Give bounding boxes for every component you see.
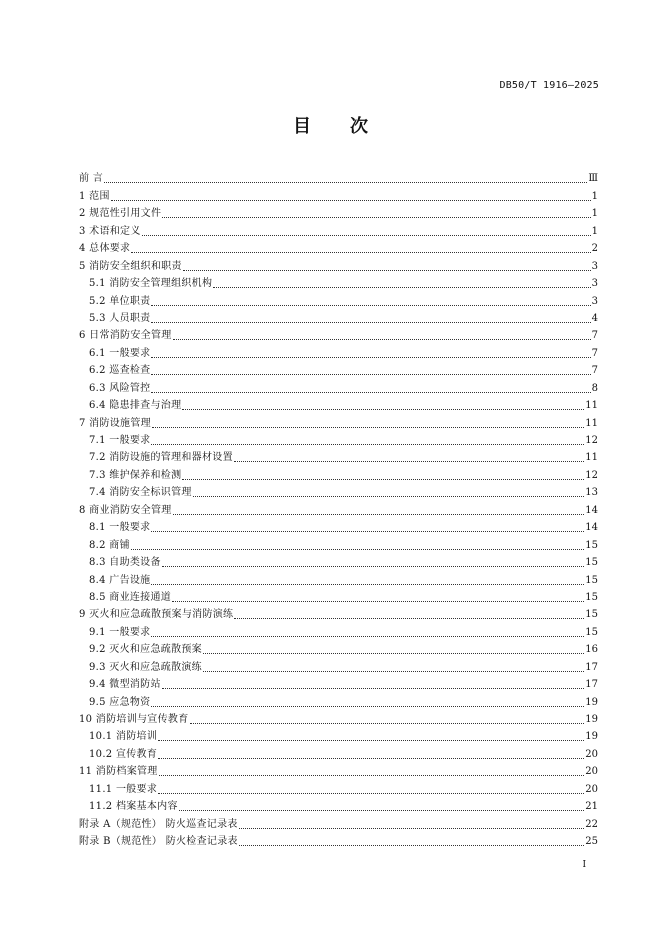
toc-entry-label: 10.1 消防培训 xyxy=(89,731,158,743)
toc-entry[interactable] xyxy=(79,691,598,708)
toc-entry-label: 6.3 风险管控 xyxy=(89,382,151,394)
toc-leader-dots xyxy=(173,514,585,515)
toc-entry-page: 11 xyxy=(585,400,598,412)
toc-entry[interactable] xyxy=(79,639,598,656)
toc-leader-dots xyxy=(131,252,590,253)
toc-entry-page: 15 xyxy=(585,626,598,638)
toc-entry[interactable] xyxy=(79,726,598,743)
toc-entry[interactable] xyxy=(79,273,598,290)
toc-leader-dots xyxy=(193,496,585,497)
toc-entry-page: 20 xyxy=(585,783,598,795)
toc-entry-page: 3 xyxy=(591,278,598,290)
toc-entry[interactable] xyxy=(79,325,598,342)
toc-entry-page: 20 xyxy=(585,766,598,778)
toc-entry-page: 7 xyxy=(591,365,598,377)
toc-leader-dots xyxy=(158,793,584,794)
toc-entry-label: 10 消防培训与宣传教育 xyxy=(79,714,189,725)
toc-entry[interactable] xyxy=(79,464,598,481)
toc-leader-dots xyxy=(179,810,585,811)
toc-entry-page: 8 xyxy=(591,382,598,394)
toc-entry-label: 11.1 一般要求 xyxy=(89,783,158,795)
toc-leader-dots xyxy=(162,566,584,567)
toc-entry[interactable] xyxy=(79,255,598,272)
toc-leader-dots xyxy=(213,287,590,288)
toc-entry[interactable] xyxy=(79,203,598,220)
toc-entry-label: 6.4 隐患排查与治理 xyxy=(89,400,182,412)
toc-entry-label: 10.2 宣传教育 xyxy=(89,748,158,760)
toc-entry-page: 21 xyxy=(585,801,598,813)
toc-entry[interactable] xyxy=(79,778,598,795)
toc-leader-dots xyxy=(151,531,584,532)
toc-entry-label: 3 术语和定义 xyxy=(79,225,141,237)
toc-entry-label: 7.1 一般要求 xyxy=(89,435,151,446)
toc-entry-page: 17 xyxy=(585,661,598,673)
toc-leader-dots xyxy=(182,479,584,480)
toc-leader-dots xyxy=(203,671,584,672)
toc-entry-page: 19 xyxy=(585,714,598,725)
toc-entry-label: 2 规范性引用文件 xyxy=(79,208,162,220)
toc-entry[interactable] xyxy=(79,656,598,673)
toc-entry-label: 9 灭火和应急疏散预案与消防演练 xyxy=(79,609,234,621)
toc-entry-label: 6.1 一般要求 xyxy=(89,347,151,359)
toc-entry[interactable] xyxy=(79,517,598,534)
toc-leader-dots xyxy=(151,636,584,637)
toc-entry[interactable] xyxy=(79,360,598,377)
toc-entry-label: 5.3 人员职责 xyxy=(89,312,151,324)
toc-entry-page: 3 xyxy=(591,260,598,272)
toc-leader-dots xyxy=(152,427,584,428)
toc-entry-label: 7.4 消防安全标识管理 xyxy=(89,487,192,499)
toc-entry-page: 2 xyxy=(591,243,598,255)
toc-entry-page: 12 xyxy=(585,469,598,481)
toc-entry[interactable] xyxy=(79,430,598,447)
toc-leader-dots xyxy=(234,461,584,462)
toc-entry-label: 9.1 一般要求 xyxy=(89,626,151,638)
toc-entry[interactable] xyxy=(79,342,598,359)
toc-entry-label: 7 消防设施管理 xyxy=(79,417,151,429)
toc-entry-page: 17 xyxy=(585,679,598,691)
toc-entry-label: 5.1 消防安全管理组织机构 xyxy=(89,278,213,290)
toc-leader-dots xyxy=(182,409,584,410)
toc-leader-dots xyxy=(104,182,587,183)
toc-entry[interactable] xyxy=(79,499,598,516)
toc-leader-dots xyxy=(151,305,590,306)
toc-entry[interactable] xyxy=(79,604,598,621)
toc-entry-label: 6.2 巡查检查 xyxy=(89,365,151,377)
toc-entry-label: 11 消防档案管理 xyxy=(79,766,158,778)
toc-entry-page: 11 xyxy=(585,417,598,429)
toc-entry[interactable] xyxy=(79,395,598,412)
toc-entry[interactable] xyxy=(79,796,598,813)
toc-leader-dots xyxy=(239,845,584,846)
toc-entry-page: 3 xyxy=(591,295,598,307)
toc-entry-label: 前 言 xyxy=(79,173,104,185)
toc-entry-label: 8.4 广告设施 xyxy=(89,574,151,586)
toc-leader-dots xyxy=(234,618,584,619)
toc-entry-label: 8 商业消防安全管理 xyxy=(79,504,172,516)
toc-entry[interactable] xyxy=(79,761,598,778)
toc-entry[interactable] xyxy=(79,743,598,760)
toc-leader-dots xyxy=(142,235,591,236)
toc-leader-dots xyxy=(151,584,584,585)
toc-entry-label: 7.3 维护保养和检测 xyxy=(89,469,182,481)
toc-entry-page: 1 xyxy=(591,190,598,202)
toc-entry-label: 附录 B（规范性） 防火检查记录表 xyxy=(79,836,238,848)
toc-title xyxy=(0,112,662,138)
toc-entry[interactable] xyxy=(79,534,598,551)
toc-entry[interactable] xyxy=(79,813,598,830)
toc-entry-page: 7 xyxy=(591,347,598,359)
toc-entry[interactable] xyxy=(79,621,598,638)
toc-entry-page: 1 xyxy=(591,208,598,220)
toc-entry[interactable] xyxy=(79,220,598,237)
toc-entry[interactable] xyxy=(79,587,598,604)
toc-entry[interactable] xyxy=(79,831,598,848)
toc-entry[interactable] xyxy=(79,412,598,429)
toc-leader-dots xyxy=(111,200,591,201)
toc-entry[interactable] xyxy=(79,674,598,691)
toc-leader-dots xyxy=(158,758,584,759)
toc-leader-dots xyxy=(131,549,584,550)
toc-entry[interactable] xyxy=(79,482,598,499)
toc-leader-dots xyxy=(183,270,591,271)
toc-entry-label: 9.4 微型消防站 xyxy=(89,679,161,691)
toc-entry-page: 19 xyxy=(585,731,598,743)
toc-leader-dots xyxy=(159,775,585,776)
toc-leader-dots xyxy=(158,740,584,741)
toc-entry[interactable] xyxy=(79,447,598,464)
toc-entry-page: 4 xyxy=(591,312,598,324)
toc-entry-page: 14 xyxy=(585,504,598,516)
toc-title-part2: 次 xyxy=(350,116,369,137)
toc-entry-page: 15 xyxy=(585,557,598,569)
toc-title-part1: 目 xyxy=(293,116,312,137)
toc-entry-page: 11 xyxy=(585,452,598,464)
toc-entry-label: 5.2 单位职责 xyxy=(89,295,151,307)
toc-entry[interactable] xyxy=(79,185,598,202)
toc-entry-label: 8.1 一般要求 xyxy=(89,522,151,534)
toc-leader-dots xyxy=(151,357,590,358)
toc-entry-label: 9.3 灭火和应急疏散演练 xyxy=(89,661,202,673)
toc-leader-dots xyxy=(151,706,584,707)
toc-leader-dots xyxy=(151,322,590,323)
toc-entry[interactable] xyxy=(79,377,598,394)
toc-entry-page: 13 xyxy=(585,487,598,499)
toc-leader-dots xyxy=(172,601,584,602)
page-number: I xyxy=(582,860,586,870)
toc-entry[interactable] xyxy=(79,308,598,325)
toc-entry-label: 8.2 商铺 xyxy=(89,539,130,551)
toc-entry-label: 8.5 商业连接通道 xyxy=(89,591,172,603)
toc-leader-dots xyxy=(173,339,591,340)
toc-entry-page: Ⅲ xyxy=(588,173,598,185)
toc-entry-page: 20 xyxy=(585,748,598,760)
toc-leader-dots xyxy=(151,444,584,445)
table-of-contents xyxy=(79,168,598,848)
toc-entry-page: 16 xyxy=(585,644,598,656)
toc-entry-label: 6 日常消防安全管理 xyxy=(79,330,172,342)
toc-entry[interactable] xyxy=(79,290,598,307)
toc-entry-label: 9.2 灭火和应急疏散预案 xyxy=(89,644,202,656)
toc-leader-dots xyxy=(162,217,590,218)
toc-entry-label: 7.2 消防设施的管理和器材设置 xyxy=(89,452,233,464)
toc-entry-page: 15 xyxy=(585,609,598,621)
toc-entry-page: 1 xyxy=(591,225,598,237)
toc-entry-label: 附录 A（规范性） 防火巡查记录表 xyxy=(79,818,238,830)
toc-entry-page: 19 xyxy=(585,696,598,708)
toc-leader-dots xyxy=(190,723,585,724)
toc-leader-dots xyxy=(203,653,584,654)
toc-entry[interactable] xyxy=(79,238,598,255)
toc-leader-dots xyxy=(239,828,585,829)
toc-entry-page: 15 xyxy=(585,539,598,551)
toc-entry-page: 12 xyxy=(585,435,598,446)
toc-entry-page: 15 xyxy=(585,574,598,586)
toc-leader-dots xyxy=(162,688,584,689)
toc-entry-page: 7 xyxy=(591,330,598,342)
toc-entry-label: 8.3 自助类设备 xyxy=(89,557,161,569)
toc-entry-page: 15 xyxy=(585,591,598,603)
toc-entry-page: 22 xyxy=(585,818,598,830)
toc-entry[interactable] xyxy=(79,569,598,586)
toc-entry-page: 25 xyxy=(585,836,598,848)
toc-entry-label: 11.2 档案基本内容 xyxy=(89,801,178,813)
toc-entry-label: 4 总体要求 xyxy=(79,243,131,255)
toc-entry[interactable] xyxy=(79,709,598,726)
toc-entry-label: 9.5 应急物资 xyxy=(89,696,151,708)
toc-leader-dots xyxy=(151,374,590,375)
toc-entry-label: 5 消防安全组织和职责 xyxy=(79,260,182,272)
toc-entry[interactable] xyxy=(79,552,598,569)
toc-entry-page: 14 xyxy=(585,522,598,534)
toc-entry-label: 1 范围 xyxy=(79,190,110,202)
toc-leader-dots xyxy=(151,392,590,393)
document-code: DB50/T 1916—2025 xyxy=(499,80,599,91)
toc-entry[interactable] xyxy=(79,168,598,185)
